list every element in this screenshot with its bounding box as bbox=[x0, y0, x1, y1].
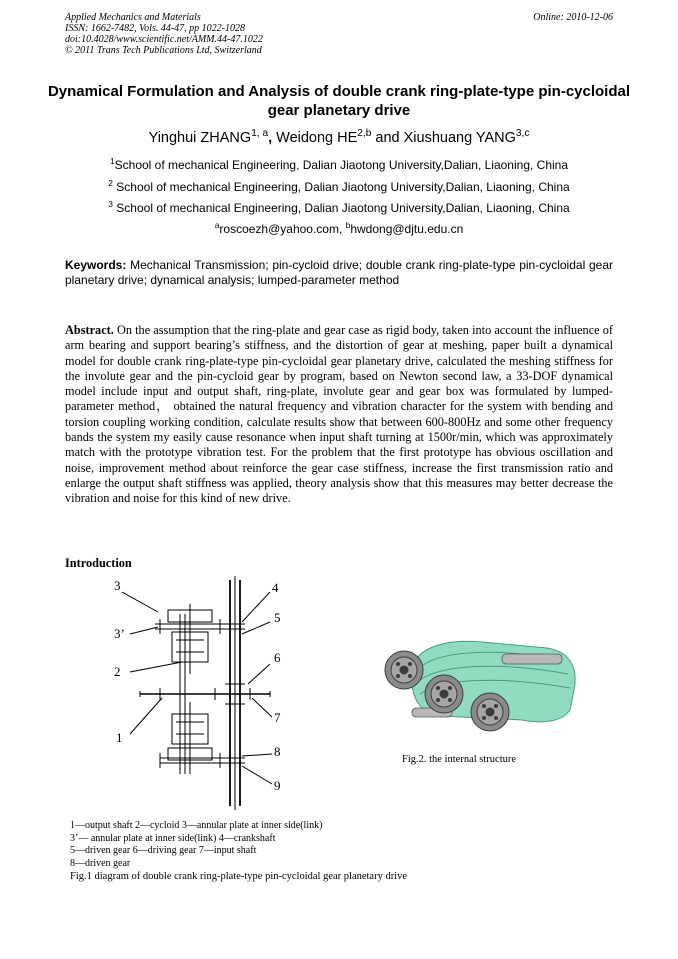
author-sup: 2,b bbox=[357, 128, 372, 140]
figure1-caption: Fig.1 diagram of double crank ring-plate-type pin-cycloidal gear planetary drive bbox=[70, 871, 408, 882]
affiliation bbox=[0, 201, 678, 215]
figure1-legend bbox=[70, 820, 407, 884]
abstract-text: On the assumption that the ring-plate and gear case as rigid body, taken into account the influence of arm bearing and support bearing’s stiffness, and the distortion of gear at meshing, paper built a dynamical model for double crank ring-plate-type pin-cycloidal gear planetary drive, calculated the meshing stiffness for the involute gear and the pin-cycloid gear by program, based on Newton second law, a 33-DOF dynamical model include input and output shaft, ring-plate, involute gear and gear box was formulated by lumped-parameter method， obtained the natural frequency and vibration character for the system with bending and torsion coupling working condition, calculate results show that between 600-800Hz and some other frequency bands the system my easily cause resonance when input shaft turning at 1500r/min, which was approximately match with the prototype vibration test. For the problem that the first prototype has obvious oscillation and noise, improvement method about reinforce the gear case stiffness, increase the first transmission ratio and enlarge the output shaft stiffness was applied, theory analysis show that this measures may better decrease the vibration and noise for this kind of new drive. bbox=[65, 323, 613, 506]
affiliation-sup: 2 bbox=[108, 178, 113, 188]
figure1-label: 3 bbox=[114, 578, 121, 593]
affiliation-sup: 1 bbox=[109, 156, 115, 166]
copyright-line: © 2011 Trans Tech Publications Ltd, Switzerland bbox=[65, 45, 262, 56]
introduction-heading: Introduction bbox=[65, 556, 132, 570]
author-name: Xiushuang YANG bbox=[403, 130, 516, 146]
figure1-label: 7 bbox=[274, 710, 281, 725]
author-name: Yinghui ZHANG bbox=[148, 130, 252, 146]
online-date: Online: 2010-12-06 bbox=[533, 12, 613, 23]
figure2-caption: Fig.2. the internal structure bbox=[402, 754, 517, 765]
author-line bbox=[0, 130, 678, 146]
legend-line: 3’— annular plate at inner side(link) 4—crankshaft bbox=[70, 832, 276, 844]
affiliation bbox=[0, 180, 678, 194]
affiliation-sup: 3 bbox=[108, 199, 113, 209]
keywords bbox=[65, 258, 613, 288]
figure1-label: 8 bbox=[274, 744, 281, 759]
email-line bbox=[0, 222, 678, 236]
figure2-render bbox=[382, 620, 582, 750]
journal-header bbox=[65, 12, 263, 56]
figure1-diagram bbox=[100, 574, 300, 814]
abstract-label: Abstract. bbox=[65, 323, 114, 337]
abstract bbox=[65, 323, 613, 507]
author-name: Weidong HE bbox=[276, 130, 358, 146]
author-separator: and bbox=[371, 130, 404, 146]
keywords-text: Mechanical Transmission; pin-cycloid drive; double crank ring-plate-type pin-cycloidal gear planetary drive; dynamical analysis; lumped-parameter method bbox=[65, 258, 613, 287]
email-sup: b bbox=[345, 220, 351, 230]
email-text: roscoezh@yahoo.com, bbox=[219, 222, 346, 236]
affiliation-text: School of mechanical Engineering, Dalian Jiaotong University,Dalian, Liaoning, China bbox=[112, 201, 570, 215]
figure1-label: 2 bbox=[114, 664, 121, 679]
author-sup: 1, a bbox=[251, 128, 269, 140]
legend-line: 5—driven gear 6—driving gear 7—input shaft bbox=[70, 845, 257, 856]
issn-line: ISSN: 1662-7482, Vols. 44-47, pp 1022-1028 bbox=[65, 23, 245, 34]
figure1-label: 9 bbox=[274, 778, 281, 793]
figure1-label: 5 bbox=[274, 610, 281, 625]
email-text: hwdong@djtu.edu.cn bbox=[350, 222, 464, 236]
affiliation-text: School of mechanical Engineering, Dalian Jiaotong University,Dalian, Liaoning, China bbox=[112, 180, 570, 194]
affiliation bbox=[0, 158, 678, 172]
legend-line: 1—output shaft 2—cycloid 3—annular plate at inner side(link) bbox=[70, 820, 323, 831]
keywords-label: Keywords: bbox=[65, 258, 127, 272]
affiliation-text: School of mechanical Engineering, Dalian Jiaotong University,Dalian, Liaoning, China bbox=[114, 158, 569, 172]
figure1-label: 4 bbox=[272, 580, 279, 595]
figure1-label: 3’ bbox=[114, 626, 125, 641]
author-sup: 3,c bbox=[515, 128, 530, 140]
journal-name: Applied Mechanics and Materials bbox=[65, 12, 201, 23]
figure1-label: 1 bbox=[116, 730, 123, 745]
author-separator: , bbox=[268, 130, 277, 146]
figure1-label: 6 bbox=[274, 650, 281, 665]
legend-line: 8—driven gear bbox=[70, 857, 131, 869]
email-sup: a bbox=[214, 220, 220, 230]
paper-title: Dynamical Formulation and Analysis of double crank ring-plate-type pin-cycloidal gear planetary drive bbox=[47, 83, 631, 119]
doi-line: doi:10.4028/www.scientific.net/AMM.44-47.1022 bbox=[65, 34, 263, 45]
